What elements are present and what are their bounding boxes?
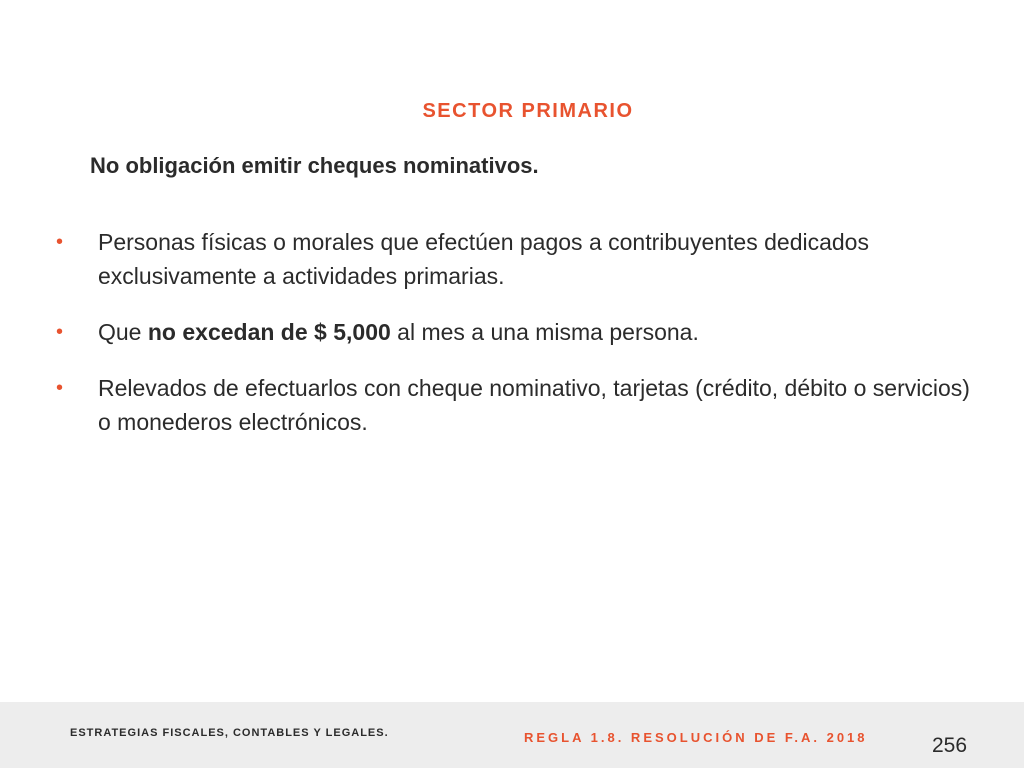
slide-subtitle: No obligación emitir cheques nominativos.	[90, 153, 539, 178]
bullet-text-prefix: Que	[98, 319, 148, 345]
bullet-icon: •	[56, 321, 64, 343]
bullet-icon: •	[56, 377, 64, 399]
bullet-text: Relevados de efectuarlos con cheque nominativo, tarjetas (crédito, débito o servicios) o monederos electrónicos.	[98, 375, 970, 435]
footer-rule-reference: REGLA 1.8. RESOLUCIÓN DE F.A. 2018	[524, 730, 868, 745]
bullet-item	[56, 225, 976, 293]
bullet-list	[56, 225, 976, 461]
footer-company-text: ESTRATEGIAS FISCALES, CONTABLES Y LEGALES.	[70, 727, 389, 739]
bullet-text: Personas físicas o morales que efectúen pagos a contribuyentes dedicados exclusivamente a actividades primarias.	[98, 229, 869, 289]
page-number: 256	[932, 734, 968, 757]
bullet-item	[56, 371, 976, 439]
footer	[0, 702, 1024, 768]
bullet-item	[56, 315, 976, 349]
bullet-text-bold: no excedan de $ 5,000	[147, 319, 391, 345]
bullet-text-suffix: al mes a una misma persona.	[390, 319, 699, 345]
bullet-icon: •	[56, 231, 64, 253]
section-title: SECTOR PRIMARIO	[422, 100, 634, 122]
